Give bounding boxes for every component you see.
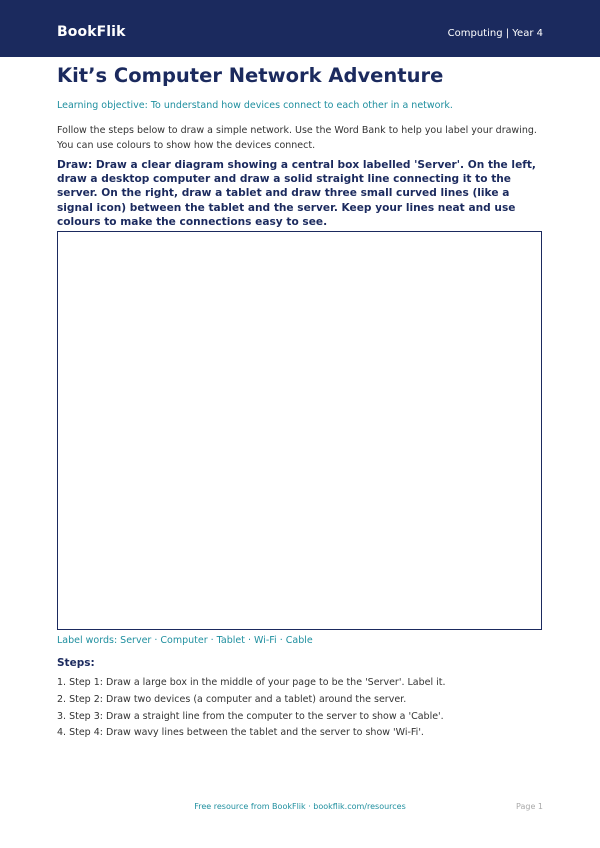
intro-text: Follow the steps below to draw a simple network. Use the Word Bank to help you label your drawing. You can use colours to show how the devices connect.: [57, 125, 537, 151]
page-title: Kit’s Computer Network Adventure: [57, 64, 444, 87]
footer-credit: Free resource from BookFlik · bookflik.com/resources: [194, 802, 406, 811]
steps-heading: Steps:: [57, 657, 95, 669]
page-header: [0, 0, 600, 57]
learning-objective: Learning objective: To understand how devices connect to each other in a network.: [57, 100, 453, 111]
page-number: Page 1: [516, 802, 543, 811]
draw-instruction: Draw: Draw a clear diagram showing a central box labelled 'Server'. On the left, draw a desktop computer and draw a solid straight line connecting it to the server. On the right, draw a tablet and draw three small curved lines (like a signal icon) between the tablet and the server. Keep your lines neat and use colours to make the connections easy to see.: [57, 159, 536, 228]
brand-logo-text: BookFlik: [57, 24, 126, 40]
step-item: 2. Step 2: Draw two devices (a computer and a tablet) around the server.: [57, 693, 407, 705]
steps-list: [57, 675, 547, 742]
word-bank: Label words: Server · Computer · Tablet · Wi-Fi · Cable: [57, 635, 313, 646]
step-item: 3. Step 3: Draw a straight line from the computer to the server to show a 'Cable'.: [57, 710, 444, 722]
subject-year-label: Computing | Year 4: [447, 28, 543, 39]
step-item: 4. Step 4: Draw wavy lines between the tablet and the server to show 'Wi-Fi'.: [57, 727, 424, 739]
drawing-area[interactable]: [57, 231, 542, 630]
step-item: 1. Step 1: Draw a large box in the middle of your page to be the 'Server'. Label it.: [57, 677, 446, 688]
